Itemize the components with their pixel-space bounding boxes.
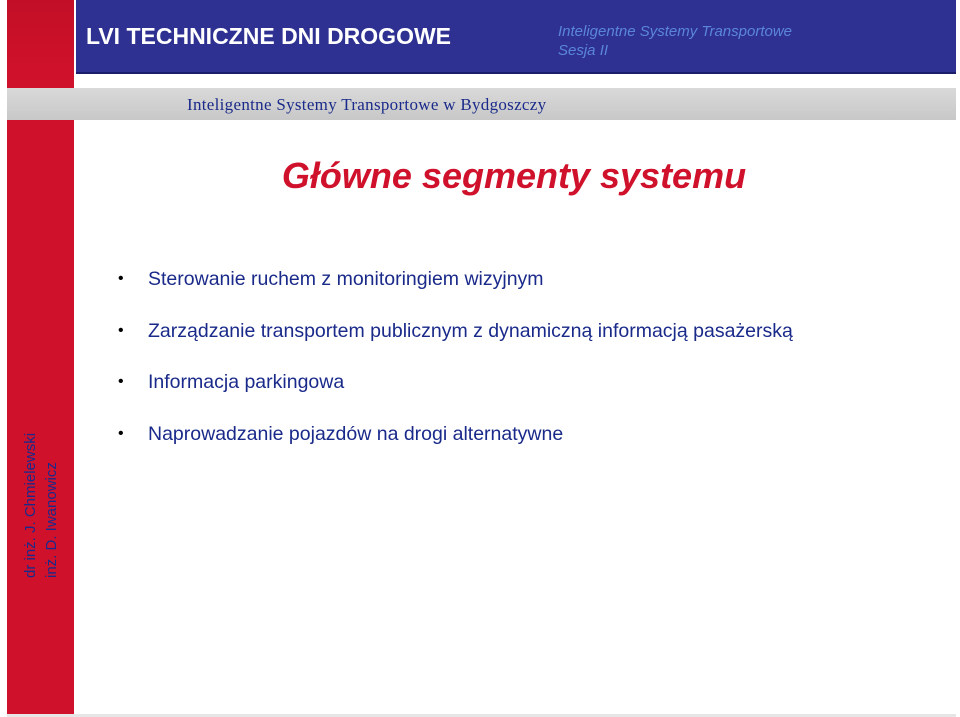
session-line-2: Sesja II <box>558 42 609 59</box>
bullet-dot-icon: • <box>118 321 124 339</box>
bullet-dot-icon: • <box>118 373 124 390</box>
session-line-1: Inteligentne Systemy Transportowe <box>558 23 793 40</box>
authors-vertical <box>20 433 62 578</box>
bullet-dot-icon: • <box>118 270 124 287</box>
bullet-list <box>118 266 793 472</box>
bullet-item <box>118 421 793 473</box>
bullet-item <box>118 369 793 421</box>
session-label <box>558 22 792 60</box>
conference-title: LVI TECHNICZNE DNI DROGOWE <box>86 23 452 49</box>
slide-subtitle: Inteligentne Systemy Transportowe w Bydgoszczy <box>187 95 547 114</box>
bullet-item <box>118 318 793 370</box>
bullet-item <box>118 266 793 318</box>
bullet-text: Naprowadzanie pojazdów na drogi alternatywne <box>148 422 564 445</box>
bullet-dot-icon: • <box>118 424 124 442</box>
slide-title: Główne segmenty systemu <box>281 155 747 196</box>
author-1: dr inż. J. Chmielewski <box>22 432 39 578</box>
bullet-text: Informacja parkingowa <box>148 371 345 393</box>
bullet-text: Zarządzanie transportem publicznym z dynamiczną informacją pasażerską <box>148 319 793 342</box>
header-bar <box>76 0 956 74</box>
bullet-text: Sterowanie ruchem z monitoringiem wizyjnym <box>148 268 544 290</box>
left-side-bar-top <box>7 0 74 72</box>
author-2: inż. D. Iwanowicz <box>43 462 60 578</box>
